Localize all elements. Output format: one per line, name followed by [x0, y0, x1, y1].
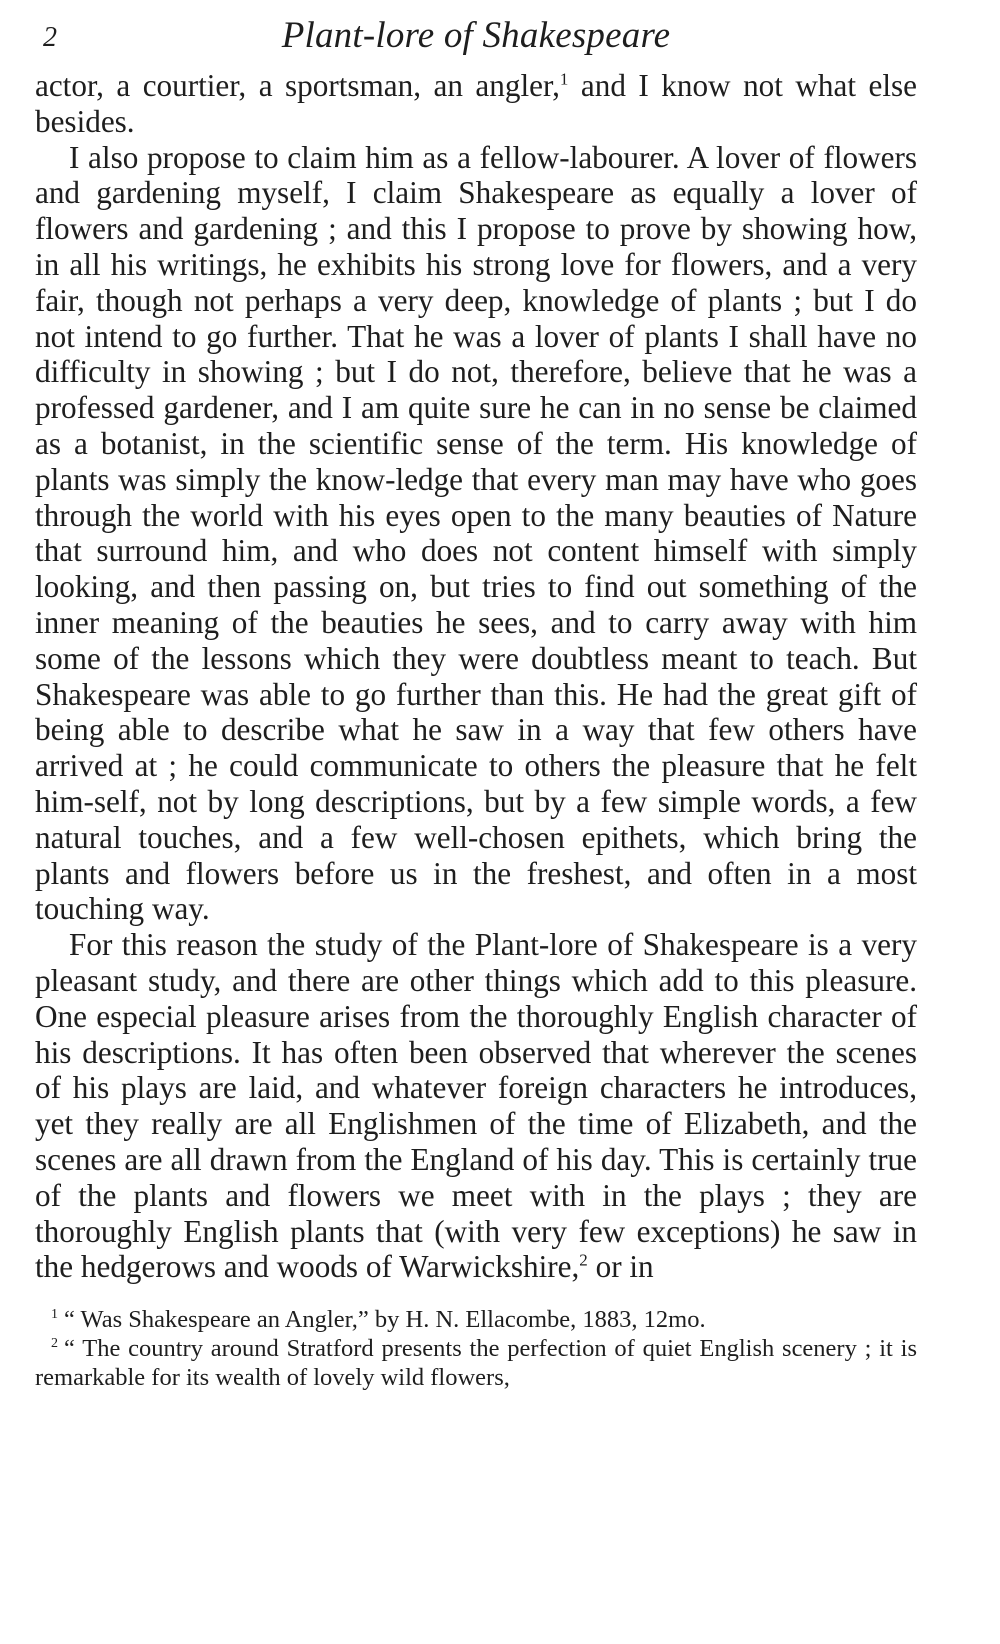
footnote-mark: 1 — [51, 1306, 58, 1322]
footnote-text: “ Was Shakespeare an Angler,” by H. N. Ellacombe, 1883, 12mo. — [64, 1306, 706, 1334]
page-number: 2 — [43, 22, 57, 53]
paragraph-text: or in — [587, 1249, 654, 1285]
running-title: Plant-lore of Shakespeare — [281, 15, 671, 56]
paragraph-text: actor, a courtier, a sportsman, an angler, — [35, 68, 560, 103]
paragraph-text: and I know not what else besides. — [35, 68, 917, 139]
footnote-reference: 1 — [559, 69, 569, 89]
footnote-mark: 2 — [51, 1335, 58, 1351]
footnote — [35, 1334, 917, 1392]
paragraph — [35, 927, 917, 1285]
paragraph-text: For this reason the study of the Plant-lore of Shakespeare is a very pleasant study, and there are other things which add to this pleasure. One especial pleasure arises from the thoroughly English character of his descriptions. It has often been observed that wherever the scenes of his plays are laid, and whatever foreign characters he introduces, yet they really are all Englishmen of the time of Elizabeth, and the scenes are all drawn from the England of his day. This is certainly true of the plants and flowers we meet with in the plays ; they are thoroughly English plants that (with very few exceptions) he saw in the hedgerows and woods of Warwickshire, — [35, 927, 917, 1285]
footnote-reference: 2 — [579, 1250, 588, 1270]
footnote-text: “ The country around Stratford presents the perfection of quiet English scenery ; it is remarkable for its wealth of lovely wild flowers, — [35, 1335, 917, 1392]
page-header — [35, 0, 917, 68]
body-text — [35, 68, 917, 1285]
footnote — [35, 1305, 917, 1334]
paragraph-continuation — [35, 68, 917, 140]
footnotes — [35, 1305, 917, 1392]
paragraph: I also propose to claim him as a fellow-labourer. A lover of flowers and gardening myself, I claim Shakespeare as equally a lover of flowers and gardening ; and this I propose to prove by showing how, in all his writings, he exhibits his strong love for flowers, and a very fair, though not perhaps a very deep, knowledge of plants ; but I do not intend to go further. That he was a lover of plants I shall have no difficulty in showing ; but I do not, therefore, believe that he was a professed gardener, and I am quite sure he can in no sense be claimed as a botanist, in the scientific sense of the term. His knowledge of plants was simply the know-ledge that every man may have who goes through the world with his eyes open to the many beauties of Nature that surround him, and who does not content himself with simply looking, and then passing on, but tries to find out something of the inner meaning of the beauties he sees, and to carry away with him some of the lessons which they were doubtless meant to teach. But Shakespeare was able to go further than this. He had the great gift of being able to describe what he saw in a way that few others have arrived at ; he could communicate to others the pleasure that he felt him-self, not by long descriptions, but by a few simple words, a few natural touches, and a few well-chosen epithets, which bring the plants and flowers before us in the freshest, and often in a most touching way. — [35, 139, 917, 927]
